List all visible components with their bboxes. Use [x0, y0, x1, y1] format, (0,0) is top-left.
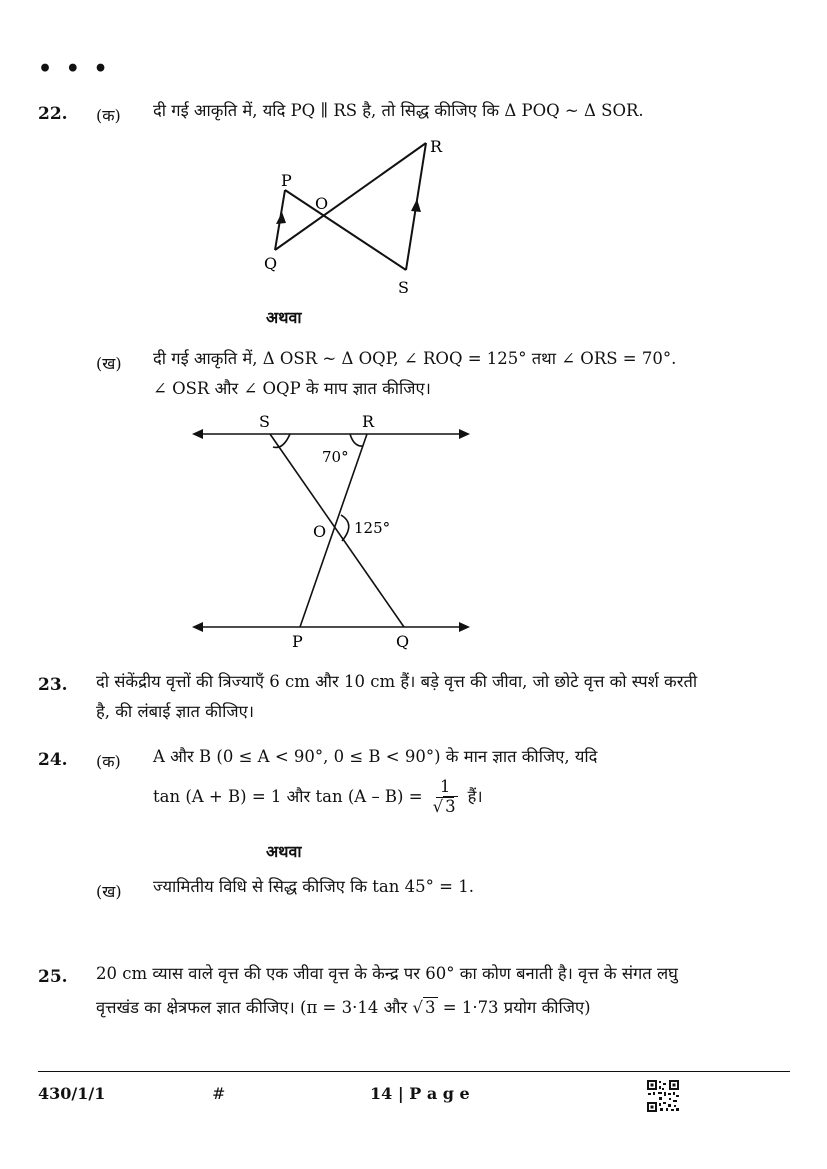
header-dots: • • •	[38, 56, 111, 82]
label-o-22b: O	[313, 522, 327, 541]
question-25-line1: 20 cm व्यास वाले वृत्त की एक जीवा वृत्त के केन्द्र पर 60° का कोण बनाती है। वृत्त के संगत लघु	[96, 964, 678, 983]
paper-code: 430/1/1	[38, 1084, 106, 1103]
sqrt-radicand: 3	[445, 796, 456, 816]
question-23-line2: है, की लंबाई ज्ञात कीजिए।	[96, 702, 255, 721]
hash-mark: #	[212, 1084, 226, 1103]
fraction-denominator: √ 3	[432, 796, 456, 816]
label-p-22b: P	[292, 632, 303, 651]
sub-label-22b: (ख)	[96, 354, 122, 373]
question-25-line2-end: = 1·73 प्रयोग कीजिए)	[442, 998, 591, 1017]
label-r: R	[430, 137, 443, 156]
label-p: P	[281, 171, 292, 190]
question-number-22: 22.	[38, 104, 68, 124]
sqrt-radicand-25: 3	[425, 998, 436, 1017]
label-r-22b: R	[362, 412, 375, 431]
sub-label-22a: (क)	[96, 106, 121, 125]
tan-equations: tan (A + B) = 1 और tan (A – B) =	[153, 787, 423, 807]
fraction-numerator: 1	[436, 778, 455, 798]
label-o: O	[315, 194, 329, 213]
label-q: Q	[264, 254, 278, 273]
question-24a-line1: A और B (0 ≤ A < 90°, 0 ≤ B < 90°) के मान ज्ञात कीजिए, यदि	[153, 747, 598, 766]
label-q-22b: Q	[396, 632, 410, 651]
tan-equations-end: हैं।	[467, 787, 483, 807]
angle-label-125: 125°	[354, 519, 391, 537]
arrow-right-top	[459, 429, 470, 439]
label-s-22b: S	[259, 412, 270, 431]
arrow-right-bottom	[459, 622, 470, 632]
qr-code-icon	[646, 1079, 680, 1113]
question-22b-line1: दी गई आकृति में, Δ OSR ~ Δ OQP, ∠ ROQ = 125° तथा ∠ ORS = 70°.	[153, 349, 677, 368]
page-number: 14 | P a g e	[370, 1084, 470, 1103]
question-25-line2-start: वृत्तखंड का क्षेत्रफल ज्ञात कीजिए। (π = 3·14 और	[96, 998, 408, 1017]
sub-label-24a: (क)	[96, 752, 121, 771]
label-s: S	[398, 278, 409, 297]
arrow-left-bottom	[192, 622, 203, 632]
sub-label-24b: (ख)	[96, 882, 122, 901]
question-24a-line2	[153, 778, 483, 817]
question-22b-line2: ∠ OSR और ∠ OQP के माप ज्ञात कीजिए।	[153, 379, 431, 398]
question-24b-text: ज्यामितीय विधि से सिद्ध कीजिए कि tan 45° = 1.	[153, 877, 474, 896]
question-number-24: 24.	[38, 750, 68, 770]
fraction-one-over-root-three	[431, 778, 460, 817]
or-label-24: अथवा	[266, 842, 302, 861]
question-number-25: 25.	[38, 967, 68, 987]
sqrt-three: √ 3	[412, 998, 436, 1017]
question-number-23: 23.	[38, 675, 68, 695]
question-22a-text: दी गई आकृति में, यदि PQ ∥ RS है, तो सिद्ध कीजिए कि Δ POQ ~ Δ SOR.	[153, 101, 644, 120]
question-25-line2	[96, 993, 591, 1023]
arrow-left-top	[192, 429, 203, 439]
or-label-22: अथवा	[266, 308, 302, 327]
question-23-line1: दो संकेंद्रीय वृत्तों की त्रिज्याएँ 6 cm और 10 cm हैं। बड़े वृत्त की जीवा, जो छोटे वृत्त को स्पर्श करती	[96, 672, 698, 691]
angle-label-70: 70°	[322, 448, 349, 466]
footer-divider	[38, 1071, 790, 1072]
angle-arc-r	[350, 434, 363, 446]
